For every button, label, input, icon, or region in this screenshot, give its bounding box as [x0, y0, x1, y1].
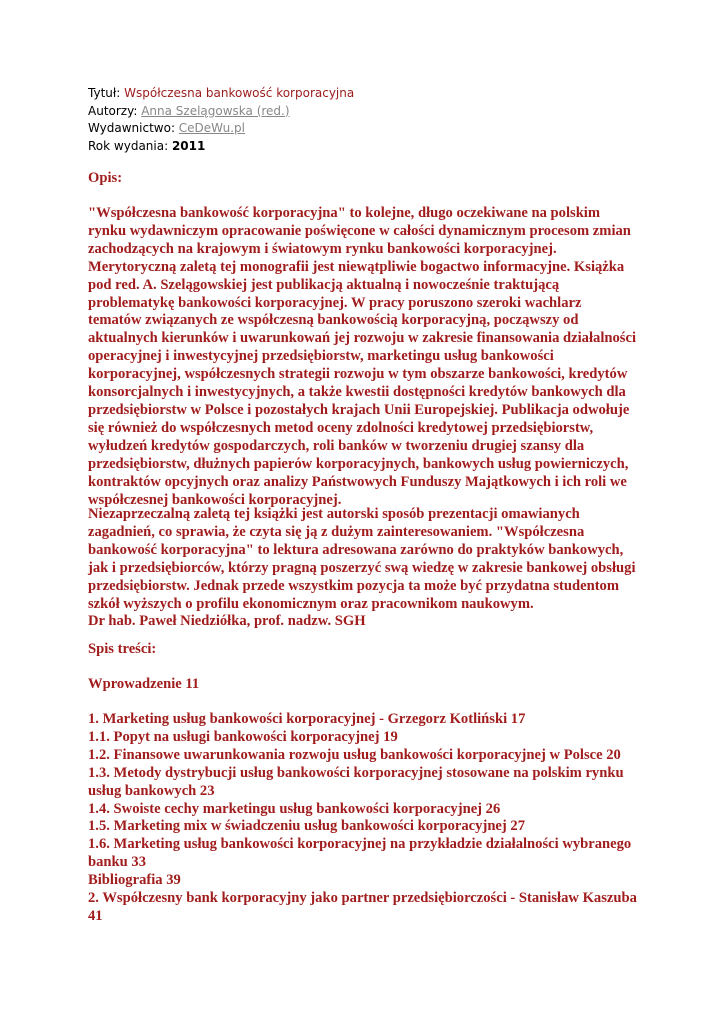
text-line: "Współczesna bankowość korporacyjna" to kolejne, długo oczekiwane na polskim [88, 205, 601, 221]
text-line: 1.1. Popyt na usługi bankowości korporacyjnej 19 [88, 728, 398, 745]
text-line: szkół wyższych o profilu ekonomicznym oraz pracownikom naukowym. [88, 595, 534, 612]
text-line: się również do współczesnych metod oceny zdolności kredytowej przedsiębiorstw, [88, 419, 594, 436]
title-label: Tytuł: [88, 86, 125, 100]
text-line: tematów związanych ze współczesną bankowością korporacyjną, począwszy od [88, 312, 579, 329]
authors-label: Autorzy: [88, 103, 142, 118]
text-line: wyłudzeń kredytów gospodarczych, roli banków w tworzeniu drugiej szansy dla [88, 437, 585, 454]
text-line: rynku wydawniczym opracowanie poświęcone w całości dynamicznym procesom zmian [88, 222, 631, 239]
toc-introduction: Wprowadzenie 11 [88, 676, 200, 692]
publisher-link[interactable]: CeDeWu.pl [178, 121, 245, 135]
text-line: Niezaprzeczalną zaletą tej książki jest autorski sposób prezentacji omawianych [88, 506, 580, 522]
text-line: przedsiębiorstw. Jednak przede wszystkim pozycja ta może być przydatna studentom [88, 577, 620, 594]
text-line: banku 33 [88, 854, 147, 871]
description-paragraph-2 [88, 506, 648, 631]
text-line: 1.3. Metody dystrybucji usług bankowości korporacyjnej stosowane na polskim rynku [88, 764, 624, 781]
text-line: problematykę bankowości korporacyjnej. W pracy poruszono szeroki wachlarz [88, 294, 582, 311]
text-line: 1.6. Marketing usług bankowości korporacyjnej na przykładzie działalności wybranego [88, 836, 632, 853]
book-title: Współczesna bankowość korporacyjna [124, 86, 355, 100]
text-line: Merytoryczną zaletą tej monografii jest niewątpliwie bogactwo informacyjne. Książka [88, 258, 625, 275]
description-heading: Opis: [88, 170, 123, 186]
text-line: 41 [88, 907, 103, 924]
chapter1-lines [88, 711, 648, 890]
text-line: pod red. A. Szelągowskiej jest publikacją aktualną i nowocześnie traktującą [88, 276, 560, 293]
text-line: aktualnych kierunków i uwarunkowań jej rozwoju w zakresie finansowania działalności [88, 330, 637, 347]
authors-row [88, 103, 354, 121]
publisher-row [88, 120, 354, 138]
year-label: Rok wydania: [88, 138, 172, 153]
text-line: zachodzących na krajowym i światowym rynku bankowości korporacyjnej. [88, 240, 557, 257]
chapter2-lines [88, 890, 648, 926]
text-line: konsorcjalnych i inwestycyjnych, a także kwestii dostępności kredytów bankowych dla [88, 384, 626, 401]
text-line: przedsiębiorstw, dłużnych papierów korporacyjnych, bankowych usług powierniczych, [88, 455, 629, 472]
publisher-label: Wydawnictwo: [88, 121, 179, 135]
text-line: jak i przedsiębiorców, którzy pragną poszerzyć swą wiedzę w zakresie bankowej obsługi [88, 559, 636, 576]
text-line: bankowość korporacyjna" to lektura adresowana zarówno do praktyków bankowych, [88, 541, 624, 558]
text-line: Bibliografia 39 [88, 872, 181, 889]
title-row [88, 85, 354, 103]
text-line: 2. Współczesny bank korporacyjny jako partner przedsiębiorczości - Stanisław Kaszuba [88, 890, 637, 906]
text-line: kontraktów opcyjnych oraz analizy Państwowych Funduszy Majątkowych i ich roli we [88, 473, 627, 490]
authors-link[interactable]: Anna Szelągowska (red.) [141, 103, 290, 118]
toc-chapter-1 [88, 711, 648, 890]
publication-year: 2011 [171, 138, 206, 153]
text-line: operacyjnej i inwestycyjnej przedsiębiorstw, marketingu usług bankowości [88, 348, 554, 365]
year-row [88, 138, 354, 156]
text-line: przedsiębiorstw w Polsce i pozostałych krajach Unii Europejskiej. Publikacja odwołuje [88, 401, 630, 418]
text-line: 1. Marketing usług bankowości korporacyjnej - Grzegorz Kotliński 17 [88, 711, 526, 727]
text-line: zagadnień, co sprawia, że czyta się ją z dużym zainteresowaniem. "Współczesna [88, 523, 585, 540]
text-line: 1.5. Marketing mix w świadczeniu usług bankowości korporacyjnej 27 [88, 818, 526, 835]
text-line: korporacyjnej, współczesnych strategii rozwoju w tym obszarze bankowości, kredytów [88, 366, 628, 383]
toc-heading: Spis treści: [88, 641, 157, 657]
text-line: współczesnej bankowości korporacyjnej. [88, 491, 342, 508]
toc-chapter-2 [88, 890, 648, 926]
text-line: usług bankowych 23 [88, 782, 215, 799]
para1-lines [88, 205, 648, 509]
text-line: Dr hab. Paweł Niedziółka, prof. nadzw. SGH [88, 613, 366, 630]
text-line: 1.4. Swoiste cechy marketingu usług bankowości korporacyjnej 26 [88, 800, 501, 817]
book-metadata [88, 85, 354, 155]
description-paragraph-1 [88, 205, 648, 509]
para2-lines [88, 506, 648, 631]
text-line: 1.2. Finansowe uwarunkowania rozwoju usług bankowości korporacyjnej w Polsce 20 [88, 746, 621, 763]
